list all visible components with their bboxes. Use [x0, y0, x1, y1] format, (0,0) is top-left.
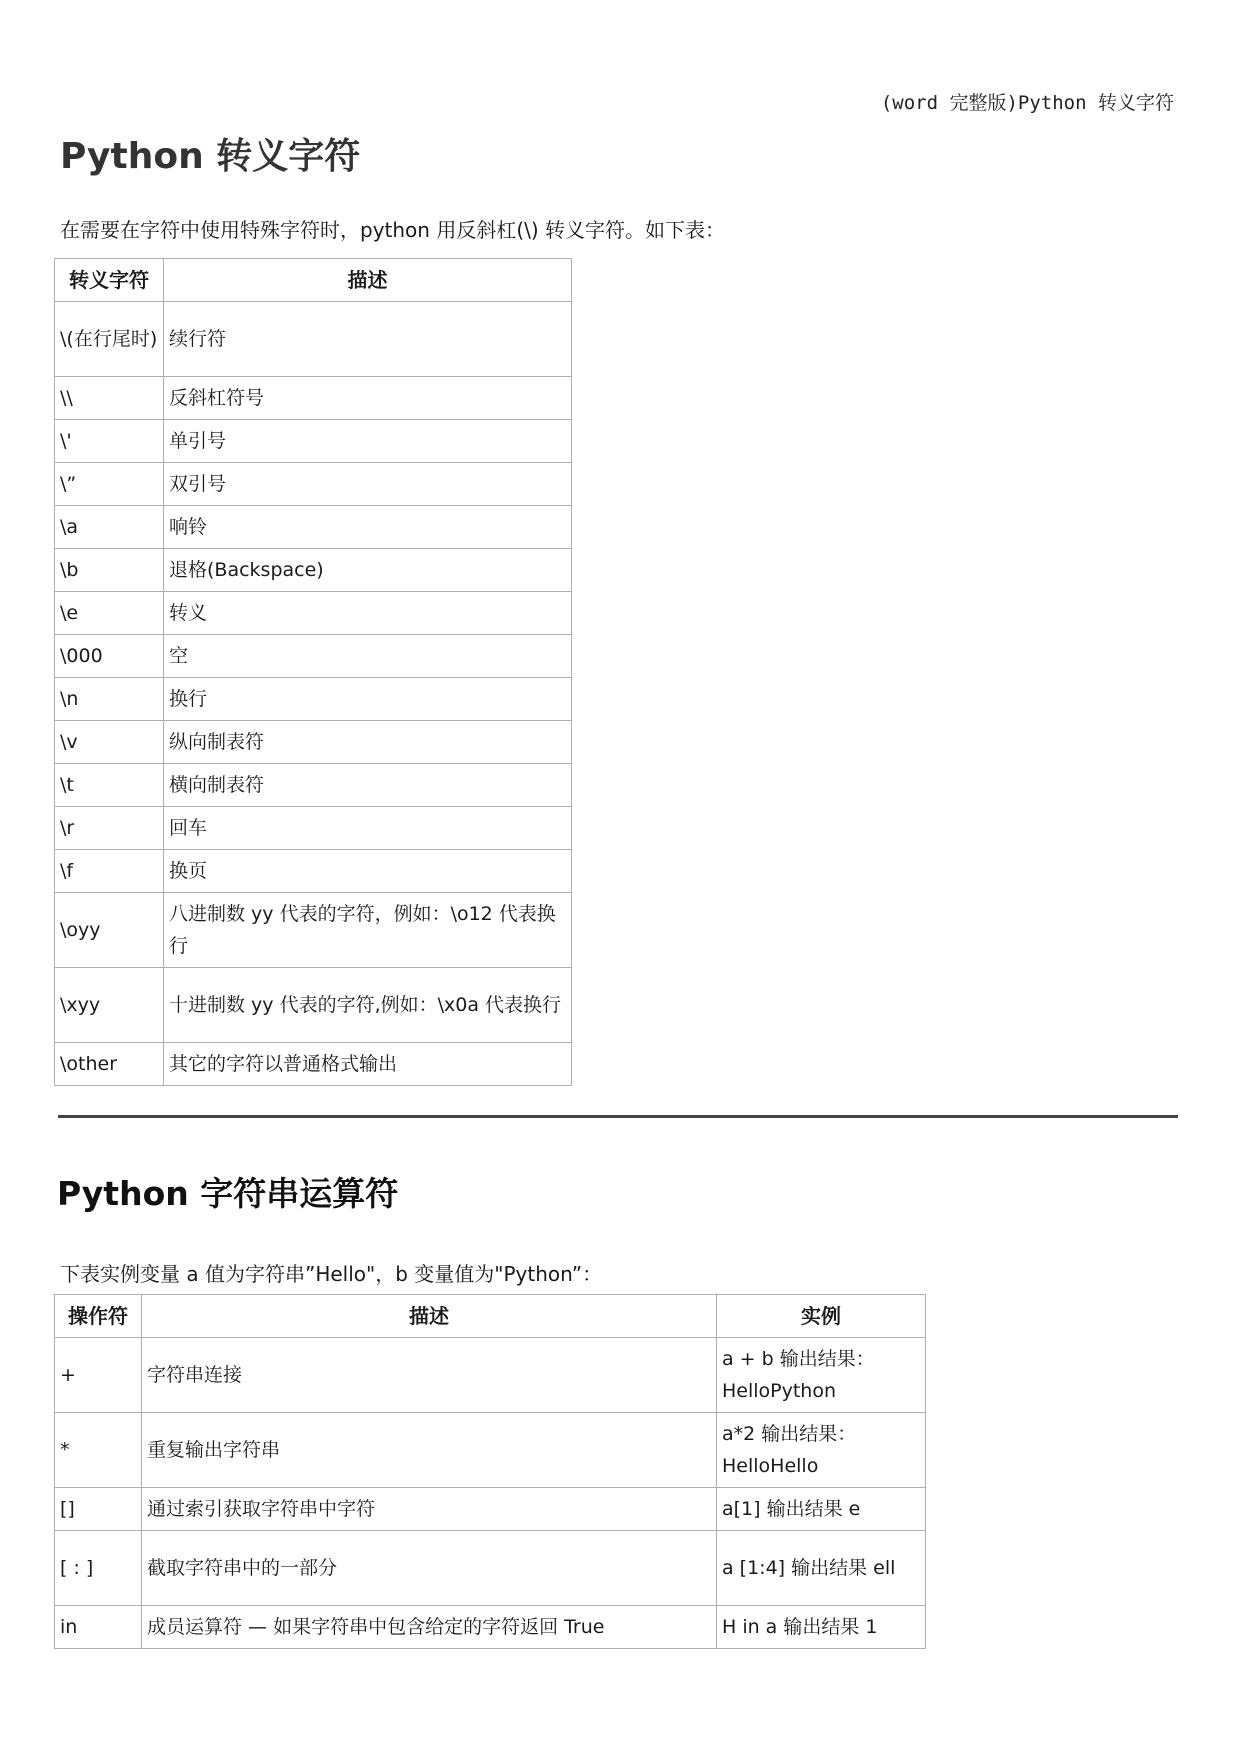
table-row — [55, 1338, 926, 1413]
table-row — [55, 1413, 926, 1488]
table-row — [55, 850, 572, 893]
table-row — [55, 893, 572, 968]
escape-desc: 换页 — [164, 850, 572, 893]
page-header: (word 完整版)Python 转义字符 — [880, 92, 1174, 114]
escape-desc: 回车 — [164, 807, 572, 850]
table-row — [55, 420, 572, 463]
escape-code: \f — [55, 850, 164, 893]
escape-code: \(在行尾时) — [55, 302, 164, 377]
escape-desc: 单引号 — [164, 420, 572, 463]
escape-code: \\ — [55, 377, 164, 420]
escape-desc: 十进制数 yy 代表的字符,例如：\x0a 代表换行 — [164, 968, 572, 1043]
operator-example: a [1:4] 输出结果 ell — [717, 1531, 926, 1606]
column-header: 描述 — [164, 259, 572, 302]
table-row — [55, 1043, 572, 1086]
operator: in — [55, 1606, 142, 1649]
operator-desc: 字符串连接 — [142, 1338, 717, 1413]
operator-example: a + b 输出结果：HelloPython — [717, 1338, 926, 1413]
escape-desc: 反斜杠符号 — [164, 377, 572, 420]
escape-desc: 纵向制表符 — [164, 721, 572, 764]
escape-desc: 其它的字符以普通格式输出 — [164, 1043, 572, 1086]
operator: * — [55, 1413, 142, 1488]
escape-desc: 响铃 — [164, 506, 572, 549]
escape-code: \” — [55, 463, 164, 506]
operator-table — [54, 1294, 926, 1649]
operator-desc: 成员运算符 — 如果字符串中包含给定的字符返回 True — [142, 1606, 717, 1649]
escape-desc: 退格(Backspace) — [164, 549, 572, 592]
escape-desc: 转义 — [164, 592, 572, 635]
operator: [] — [55, 1488, 142, 1531]
section-title-escape: Python 转义字符 — [60, 136, 361, 177]
escape-desc: 空 — [164, 635, 572, 678]
escape-code: \other — [55, 1043, 164, 1086]
table-header-row — [55, 259, 572, 302]
escape-desc: 续行符 — [164, 302, 572, 377]
table-row — [55, 592, 572, 635]
table-row — [55, 549, 572, 592]
escape-code: \' — [55, 420, 164, 463]
escape-table — [54, 258, 572, 1086]
escape-code: \v — [55, 721, 164, 764]
escape-code: \xyy — [55, 968, 164, 1043]
table-row — [55, 1531, 926, 1606]
table-row — [55, 635, 572, 678]
section-intro-escape: 在需要在字符中使用特殊字符时，python 用反斜杠(\) 转义字符。如下表： — [60, 218, 726, 242]
table-row — [55, 968, 572, 1043]
escape-desc: 双引号 — [164, 463, 572, 506]
operator-example: a*2 输出结果：HelloHello — [717, 1413, 926, 1488]
operator-example: H in a 输出结果 1 — [717, 1606, 926, 1649]
operator-desc: 重复输出字符串 — [142, 1413, 717, 1488]
table-row — [55, 721, 572, 764]
escape-code: \b — [55, 549, 164, 592]
escape-code: \t — [55, 764, 164, 807]
escape-code: \r — [55, 807, 164, 850]
operator: [ : ] — [55, 1531, 142, 1606]
escape-desc: 换行 — [164, 678, 572, 721]
escape-code: \a — [55, 506, 164, 549]
column-header: 描述 — [142, 1295, 717, 1338]
table-row — [55, 1488, 926, 1531]
escape-code: \oyy — [55, 893, 164, 968]
section-title-operators: Python 字符串运算符 — [57, 1174, 399, 1213]
table-header-row — [55, 1295, 926, 1338]
table-row — [55, 302, 572, 377]
table-row — [55, 764, 572, 807]
table-row — [55, 463, 572, 506]
operator-desc: 通过索引获取字符串中字符 — [142, 1488, 717, 1531]
escape-code: \000 — [55, 635, 164, 678]
column-header: 转义字符 — [55, 259, 164, 302]
operator-desc: 截取字符串中的一部分 — [142, 1531, 717, 1606]
escape-desc: 横向制表符 — [164, 764, 572, 807]
section-intro-operators: 下表实例变量 a 值为字符串”Hello"，b 变量值为"Python”： — [60, 1262, 603, 1286]
table-row — [55, 506, 572, 549]
escape-code: \n — [55, 678, 164, 721]
section-divider — [58, 1115, 1178, 1118]
table-row — [55, 1606, 926, 1649]
escape-code: \e — [55, 592, 164, 635]
table-row — [55, 678, 572, 721]
operator-example: a[1] 输出结果 e — [717, 1488, 926, 1531]
column-header: 操作符 — [55, 1295, 142, 1338]
table-row — [55, 377, 572, 420]
table-row — [55, 807, 572, 850]
column-header: 实例 — [717, 1295, 926, 1338]
operator: + — [55, 1338, 142, 1413]
escape-desc: 八进制数 yy 代表的字符，例如：\o12 代表换行 — [164, 893, 572, 968]
